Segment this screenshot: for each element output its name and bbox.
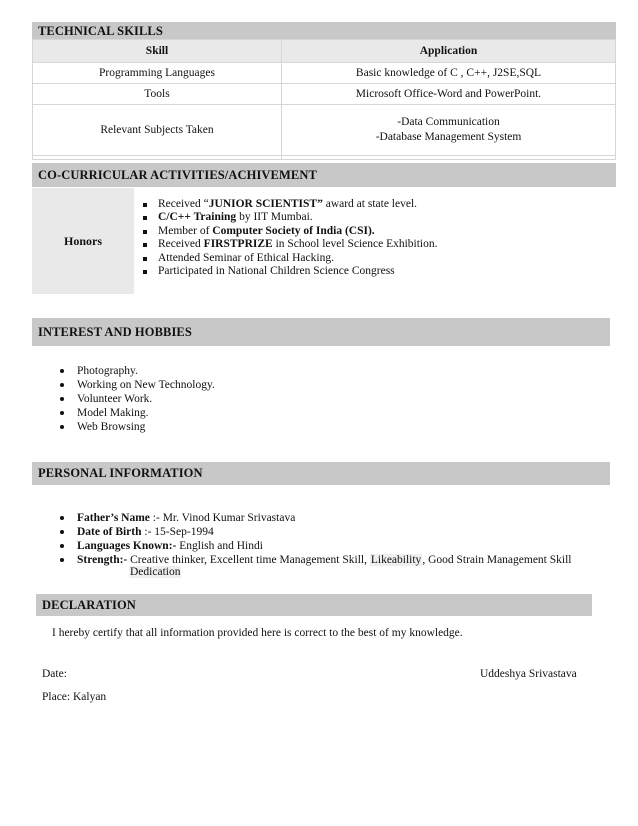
- declaration-heading: DECLARATION: [36, 594, 592, 616]
- list-item: Working on New Technology.: [55, 378, 215, 392]
- list-item: [55, 511, 571, 525]
- strength-label: Strength:-: [77, 554, 128, 566]
- interests-heading: INTEREST AND HOBBIES: [32, 318, 610, 346]
- item-text: Member of: [158, 224, 213, 237]
- dob-label: Date of Birth: [77, 526, 142, 538]
- item-text: in School level Science Exhibition.: [272, 238, 438, 251]
- father-label: Father’s Name: [77, 512, 150, 524]
- strength-continuation: Dedication: [130, 566, 181, 578]
- application-cell: [282, 105, 616, 156]
- honors-list: [140, 198, 438, 278]
- cocurricular-heading: CO-CURRICULAR ACTIVITIES/ACHIVEMENT: [32, 163, 616, 187]
- dob-value: :- 15-Sep-1994: [141, 526, 214, 538]
- list-item: Model Making.: [55, 406, 215, 420]
- father-value: :- Mr. Vinod Kumar Srivastava: [149, 512, 296, 524]
- date-label: Date:: [42, 668, 67, 680]
- spacer-cell: [33, 156, 282, 160]
- table-row: [33, 105, 616, 156]
- strength-value: Creative thinker, Excellent time Management Skill,: [127, 554, 370, 566]
- item-bold-text: C/C++ Training: [158, 211, 237, 224]
- interests-list: [55, 364, 215, 434]
- application-line: -Database Management System: [375, 131, 522, 143]
- skills-table: [32, 39, 616, 160]
- strength-highlight: Likeability: [370, 554, 422, 566]
- application-cell: Microsoft Office-Word and PowerPoint.: [282, 84, 616, 105]
- item-text: by IIT Mumbai.: [236, 211, 313, 224]
- item-bold-text: JUNIOR SCIENTIST”: [208, 198, 323, 210]
- table-header-row: [33, 40, 616, 63]
- list-item: Web Browsing: [55, 420, 215, 434]
- item-text: Participated in National Children Science Congress: [158, 265, 395, 278]
- skill-cell: Programming Languages: [33, 63, 282, 84]
- list-item: [140, 198, 438, 211]
- list-item: [140, 252, 438, 265]
- application-column-header: Application: [282, 40, 616, 63]
- place-label: Place: Kalyan: [42, 691, 107, 703]
- list-item: [55, 525, 571, 539]
- signature-name: Uddeshya Srivastava: [480, 668, 577, 680]
- list-item: [55, 553, 571, 567]
- item-bold-text: Computer Society of India (CSI).: [212, 224, 375, 237]
- list-item: [140, 238, 438, 251]
- list-item: Volunteer Work.: [55, 392, 215, 406]
- table-row: [33, 84, 616, 105]
- skill-cell: Tools: [33, 84, 282, 105]
- item-text: Attended Seminar of Ethical Hacking.: [158, 251, 334, 264]
- list-item: [55, 539, 571, 553]
- table-row: [33, 63, 616, 84]
- item-text: award at state level.: [322, 198, 418, 210]
- declaration-text: I hereby certify that all information provided here is correct to the best of my knowledge.: [52, 627, 463, 639]
- skill-column-header: Skill: [33, 40, 282, 63]
- table-spacer-row: [33, 156, 616, 160]
- item-bold-text: FIRSTPRIZE: [203, 238, 273, 251]
- list-item: [140, 225, 438, 238]
- honors-label: Honors: [32, 188, 134, 294]
- languages-value: English and Hindi: [176, 540, 263, 552]
- personal-info-heading: PERSONAL INFORMATION: [32, 462, 610, 485]
- spacer-cell: [282, 156, 616, 160]
- list-item: [140, 211, 438, 224]
- application-line: -Data Communication: [397, 116, 500, 128]
- item-text: Received: [158, 238, 204, 251]
- list-item: [140, 265, 438, 278]
- skill-cell: Relevant Subjects Taken: [33, 105, 282, 156]
- list-item: Photography.: [55, 364, 215, 378]
- languages-label: Languages Known:-: [77, 540, 177, 552]
- item-text: Received “: [158, 198, 209, 210]
- strength-value: , Good Strain Management Skill: [422, 554, 572, 566]
- technical-skills-heading: TECHNICAL SKILLS: [32, 22, 616, 40]
- personal-info-list: [55, 511, 571, 567]
- application-cell: Basic knowledge of C , C++, J2SE,SQL: [282, 63, 616, 84]
